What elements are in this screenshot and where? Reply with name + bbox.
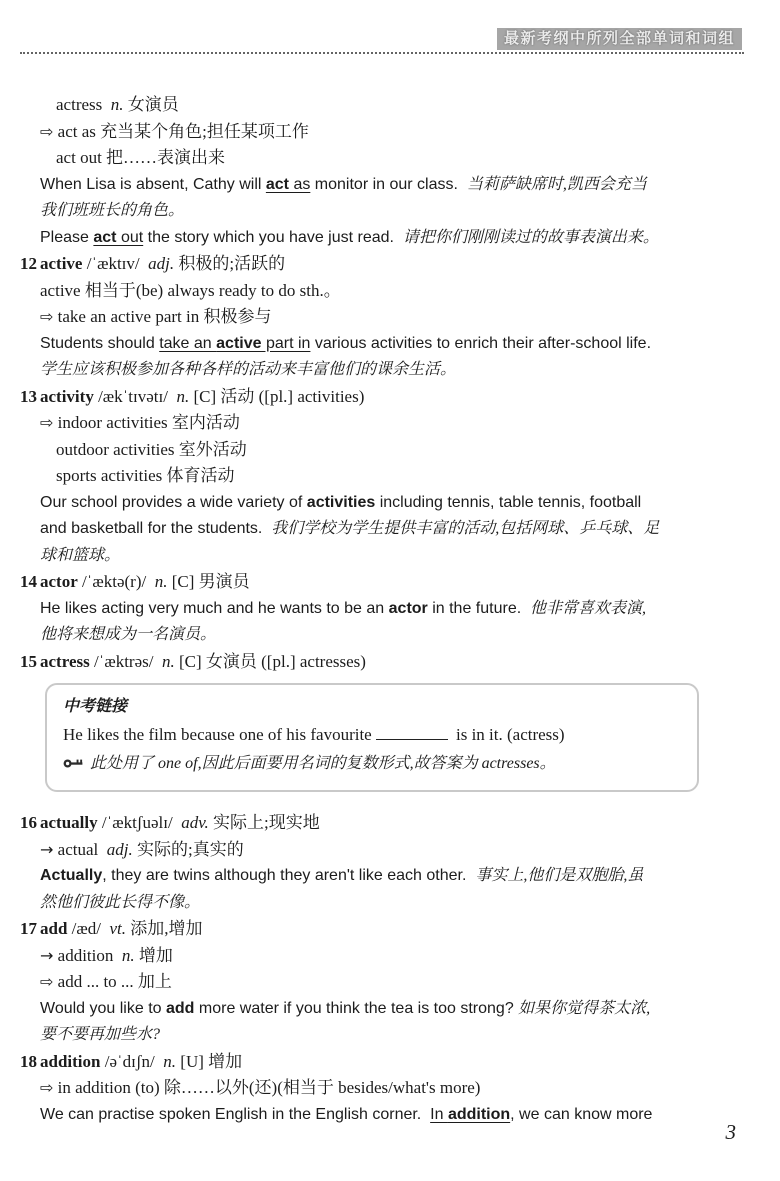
headword: actor xyxy=(40,572,78,591)
headword: actually xyxy=(40,813,98,832)
entry-number: 14 xyxy=(20,572,37,591)
phonetic: /ˈæktə(r)/ xyxy=(77,572,155,591)
chinese-translation: 请把你们刚刚读过的故事表演出来。 xyxy=(402,228,659,246)
right-arrow-icon: → xyxy=(40,945,54,965)
exam-link-box xyxy=(45,683,699,792)
phrase: sports activities 体育活动 xyxy=(56,466,235,485)
page-content xyxy=(0,92,780,1128)
phonetic: /ˈæktɪv/ xyxy=(82,254,149,273)
entry-number: 18 xyxy=(20,1051,37,1071)
entry-headline xyxy=(0,251,780,278)
entry-number: 17 xyxy=(20,919,37,938)
chinese-translation: 如果你觉得茶太浓, xyxy=(518,999,651,1017)
phrase-line xyxy=(0,119,780,146)
entry-number: 13 xyxy=(20,386,37,406)
entry-number: 15 xyxy=(20,651,37,671)
chinese-translation: 事实上,他们是双胞胎,虽 xyxy=(475,867,644,884)
derived-word-line xyxy=(0,943,780,970)
phrase: act out 把……表演出来 xyxy=(56,148,226,167)
exam-question: He likes the film because one of his favourite is in it. (actress) xyxy=(63,720,681,750)
pos-label: n. xyxy=(163,1051,177,1071)
pos-label: adj. xyxy=(106,839,133,859)
keyword: addition xyxy=(447,1105,511,1123)
phonetic: /ækˈtɪvətɪ/ xyxy=(93,386,177,406)
keyword: Actually xyxy=(40,867,103,884)
headword: add xyxy=(40,919,68,938)
word: addition xyxy=(53,945,122,965)
dotted-divider xyxy=(20,52,744,54)
example-sentence: and basketball for the students. 我们学校为学生提供丰富的活动,包括网球、乒乓球、足 xyxy=(40,520,660,537)
pos-label: adv. xyxy=(181,813,209,832)
chinese-translation: 学生应该积极参加各种各样的活动来丰富他们的课余生活。 xyxy=(40,361,457,378)
gloss: 增加 xyxy=(134,945,173,965)
entry-number: 16 xyxy=(20,813,37,832)
exam-answer-note: 此处用了 one of,因此后面要用名词的复数形式,故答案为 actresses。 xyxy=(63,750,681,780)
word: actual xyxy=(53,839,107,859)
keyword: activities xyxy=(306,493,376,511)
chinese-translation: 我们学校为学生提供丰富的活动,包括网球、乒乓球、足 xyxy=(271,520,660,537)
white-arrow-icon: ⇨ xyxy=(40,413,54,432)
example-sentence xyxy=(0,543,780,570)
phonetic: /ˈæktʃuəlɪ/ xyxy=(97,813,182,832)
chinese-translation: 当莉萨缺席时,凯西会充当 xyxy=(466,175,647,193)
phrase: indoor activities 室内活动 xyxy=(53,413,240,432)
example-sentence: He likes acting very much and he wants to be an actor in the future. 他非常喜欢表演, xyxy=(40,599,647,617)
gloss: 添加,增加 xyxy=(126,919,203,938)
page-number: 3 xyxy=(725,1120,736,1144)
entry-headline xyxy=(0,384,780,411)
keyword: act xyxy=(265,175,289,193)
entry-number: 12 xyxy=(20,254,37,273)
fill-in-blank xyxy=(376,722,448,740)
entry-headline xyxy=(0,569,780,596)
entry-headline xyxy=(0,1049,780,1076)
keyword: active xyxy=(216,334,262,352)
phrase: act as 充当某个角色;担任某项工作 xyxy=(53,121,309,141)
headword: addition xyxy=(40,1051,101,1071)
derived-word-line xyxy=(0,92,780,119)
example-sentence: Would you like to add more water if you think the tea is too strong? 如果你觉得茶太浓, xyxy=(40,999,651,1017)
white-arrow-icon: ⇨ xyxy=(40,972,54,991)
phrase-line xyxy=(0,437,780,464)
header-badge: 最新考纲中所列全部单词和词组 xyxy=(497,28,742,50)
pos-label: n. xyxy=(176,386,190,406)
example-sentence: We can practise spoken English in the English corner. In addition, we can know more xyxy=(40,1105,653,1123)
phrase: take an active part in 积极参与 xyxy=(53,307,272,326)
derived-word-line xyxy=(0,837,780,864)
example-sentence: Actually, they are twins although they aren't like each other. 事实上,他们是双胞胎,虽 xyxy=(40,867,644,884)
right-arrow-icon: → xyxy=(40,839,54,859)
pos-label: adj. xyxy=(148,254,175,273)
pos-label: n. xyxy=(121,945,135,965)
white-arrow-icon: ⇨ xyxy=(40,121,54,141)
example-sentence: Our school provides a wide variety of activities including tennis, table tennis, football xyxy=(40,493,642,511)
pos-label: n. xyxy=(161,651,175,671)
pos-label: n. xyxy=(154,572,168,591)
headword: activity xyxy=(40,386,94,406)
example-sentence: When Lisa is absent, Cathy will act as monitor in our class. 当莉萨缺席时,凯西会充当 xyxy=(40,175,647,193)
gloss: 女演员 xyxy=(123,95,179,114)
phrase-line xyxy=(0,410,780,437)
gloss: [C] 女演员 ([pl.] actresses) xyxy=(174,651,366,671)
phrase: add ... to ... 加上 xyxy=(53,972,172,991)
keyword: add xyxy=(166,999,195,1017)
pos-label: n. xyxy=(110,95,124,114)
exam-box-title: 中考链接 xyxy=(63,698,128,715)
gloss: [C] 活动 ([pl.] activities) xyxy=(189,386,365,406)
chinese-translation: 他非常喜欢表演, xyxy=(530,599,647,617)
usage-note: active 相当于(be) always ready to do sth.。 xyxy=(40,280,341,300)
gloss: [C] 男演员 xyxy=(167,572,250,591)
chinese-translation: 然他们彼此长得不像。 xyxy=(40,893,201,911)
example-sentence xyxy=(0,198,780,225)
headword: actress xyxy=(40,651,90,671)
chinese-translation: 他将来想成为一名演员。 xyxy=(40,626,217,643)
example-sentence xyxy=(0,890,780,917)
entry-headline xyxy=(0,810,780,837)
gloss: 实际上;现实地 xyxy=(208,813,320,832)
phrase-line xyxy=(0,1075,780,1102)
answer-word: actresses xyxy=(481,755,540,772)
chinese-translation: 我们班班长的角色。 xyxy=(40,202,185,219)
example-sentence xyxy=(0,357,780,384)
phrase-line xyxy=(0,969,780,996)
entry-headline xyxy=(0,649,780,676)
chinese-translation: 要不要再加些水? xyxy=(40,1026,161,1043)
example-sentence: Students should take an active part in various activities to enrich their after-school life. xyxy=(40,334,652,352)
example-sentence: Please act out the story which you have just read. 请把你们刚刚读过的故事表演出来。 xyxy=(40,228,659,246)
key-icon xyxy=(63,752,84,780)
example-sentence xyxy=(0,622,780,649)
entry-headline xyxy=(0,916,780,943)
phrase-line xyxy=(0,304,780,331)
keyword: actor xyxy=(388,599,428,617)
white-arrow-icon: ⇨ xyxy=(40,1078,54,1097)
headword: active xyxy=(40,254,83,273)
gloss: [U] 增加 xyxy=(176,1051,243,1071)
white-arrow-icon: ⇨ xyxy=(40,307,54,326)
gloss: 实际的;真实的 xyxy=(132,839,244,859)
pos-label: vt. xyxy=(109,919,126,938)
gloss: 积极的;活跃的 xyxy=(174,254,286,273)
chinese-translation: 球和篮球。 xyxy=(40,546,121,564)
word: actress xyxy=(56,95,111,114)
keyword: act xyxy=(93,228,117,246)
phrase-line xyxy=(0,463,780,490)
phonetic: /ˈæktrəs/ xyxy=(89,651,162,671)
phrase: in addition (to) 除……以外(还)(相当于 besides/what's more) xyxy=(53,1078,481,1097)
phrase: outdoor activities 室外活动 xyxy=(56,439,247,459)
phonetic: /æd/ xyxy=(67,919,110,938)
phonetic: /əˈdɪʃn/ xyxy=(100,1051,164,1071)
example-sentence xyxy=(0,1022,780,1049)
phrase-line xyxy=(0,145,780,172)
